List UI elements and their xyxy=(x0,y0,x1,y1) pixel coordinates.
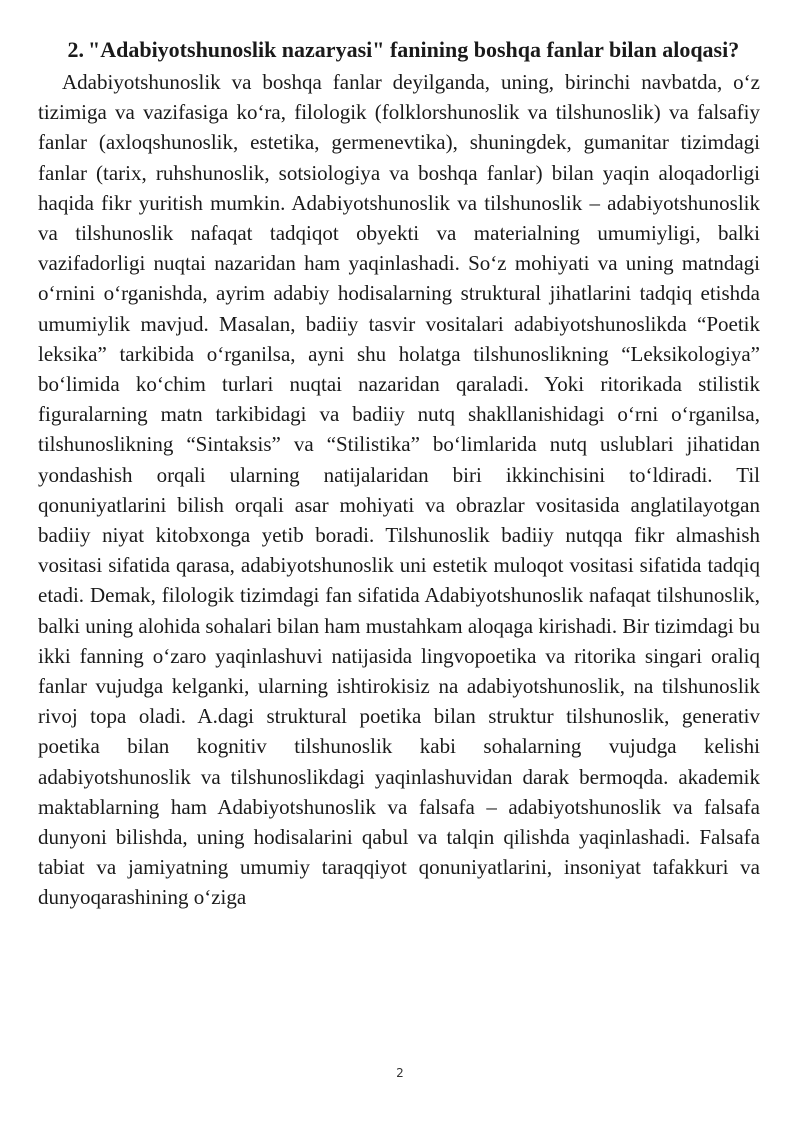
document-page xyxy=(38,35,760,913)
section-title: "Adabiyotshunoslik nazaryasi" fanining boshqa fanlar bilan aloqasi? xyxy=(88,37,740,62)
section-heading xyxy=(38,35,760,65)
body-paragraph: Adabiyotshunoslik va boshqa fanlar deyilganda, uning, birinchi navbatda, o‘z tizimiga va vazifasiga ko‘ra, filologik (folklorshunoslik va tilshunoslik) va falsafiy fanlar (axloqshunoslik, estetika, germenevtika), shuningdek, gumanitar tizimdagi fanlar (tarix, ruhshunoslik, sotsiologiya va boshqa fanlar) bilan yaqin aloqadorligi haqida fikr yuritish mumkin. Adabiyotshunoslik va tilshunoslik – adabiyotshunoslik va tilshunoslik nafaqat tadqiqot obyekti va materialning umumiyligi, balki vazifadorligi nuqtai nazaridan ham yaqinlashadi. So‘z mohiyati va uning matndagi o‘rnini o‘rganishda, ayrim adabiy hodisalarning struktural jihatlarini tadqiq etishda umumiylik mavjud. Masalan, badiiy tasvir vositalari adabiyotshunoslikda “Poetik leksika” tarkibida o‘rganilsa, ayni shu holatga tilshunoslikning “Leksikologiya” bo‘limida ko‘chim turlari nuqtai nazaridan qaraladi. Yoki ritorikada stilistik figuralarning matn tarkibidagi va badiiy nutq shakllanishidagi o‘rni o‘rganilsa, tilshunoslikning “Sintaksis” va “Stilistika” bo‘limlarida nutq uslublari jihatidan yondashish orqali ularning natijalaridan biri ikkinchisini to‘ldiradi. Til qonuniyatlarini bilish orqali asar mohiyati va obrazlar vositasida anglatilayotgan badiiy niyat kitobxonga yetib boradi. Tilshunoslik badiiy nutqqa fikr almashish vositasi sifatida qarasa, adabiyotshunoslik uni estetik muloqot vositasi sifatida tadqiq etadi. Demak, filologik tizimdagi fan sifatida Adabiyotshunoslik nafaqat tilshunoslik, balki uning alohida sohalari bilan ham mustahkam aloqaga kirishadi. Bir tizimdagi bu ikki fanning o‘zaro yaqinlashuvi natijasida lingvopoetika va ritorika singari oraliq fanlar vujudga kelganki, ularning ishtirokisiz na adabiyotshunoslik, na tilshunoslik rivoj topa oladi. A.dagi struktural poetika bilan struktur tilshunoslik, generativ poetika bilan kognitiv tilshunoslik kabi sohalarning vujudga kelishi adabiyotshunoslik va tilshunoslikdagi yaqinlashuvidan darak bermoqda. akademik maktablarning ham Adabiyotshunoslik va falsafa – adabiyotshunoslik va falsafa dunyoni bilishda, uning hodisalarini qabul va talqin qilishda yaqinlashadi. Falsafa tabiat va jamiyatning umumiy taraqqiyot qonuniyatlarini, insoniyat tafakkuri va dunyoqarashining o‘ziga xyxy=(38,70,761,910)
page-number: 2 xyxy=(396,1066,404,1080)
section-number: 2. xyxy=(67,37,84,62)
